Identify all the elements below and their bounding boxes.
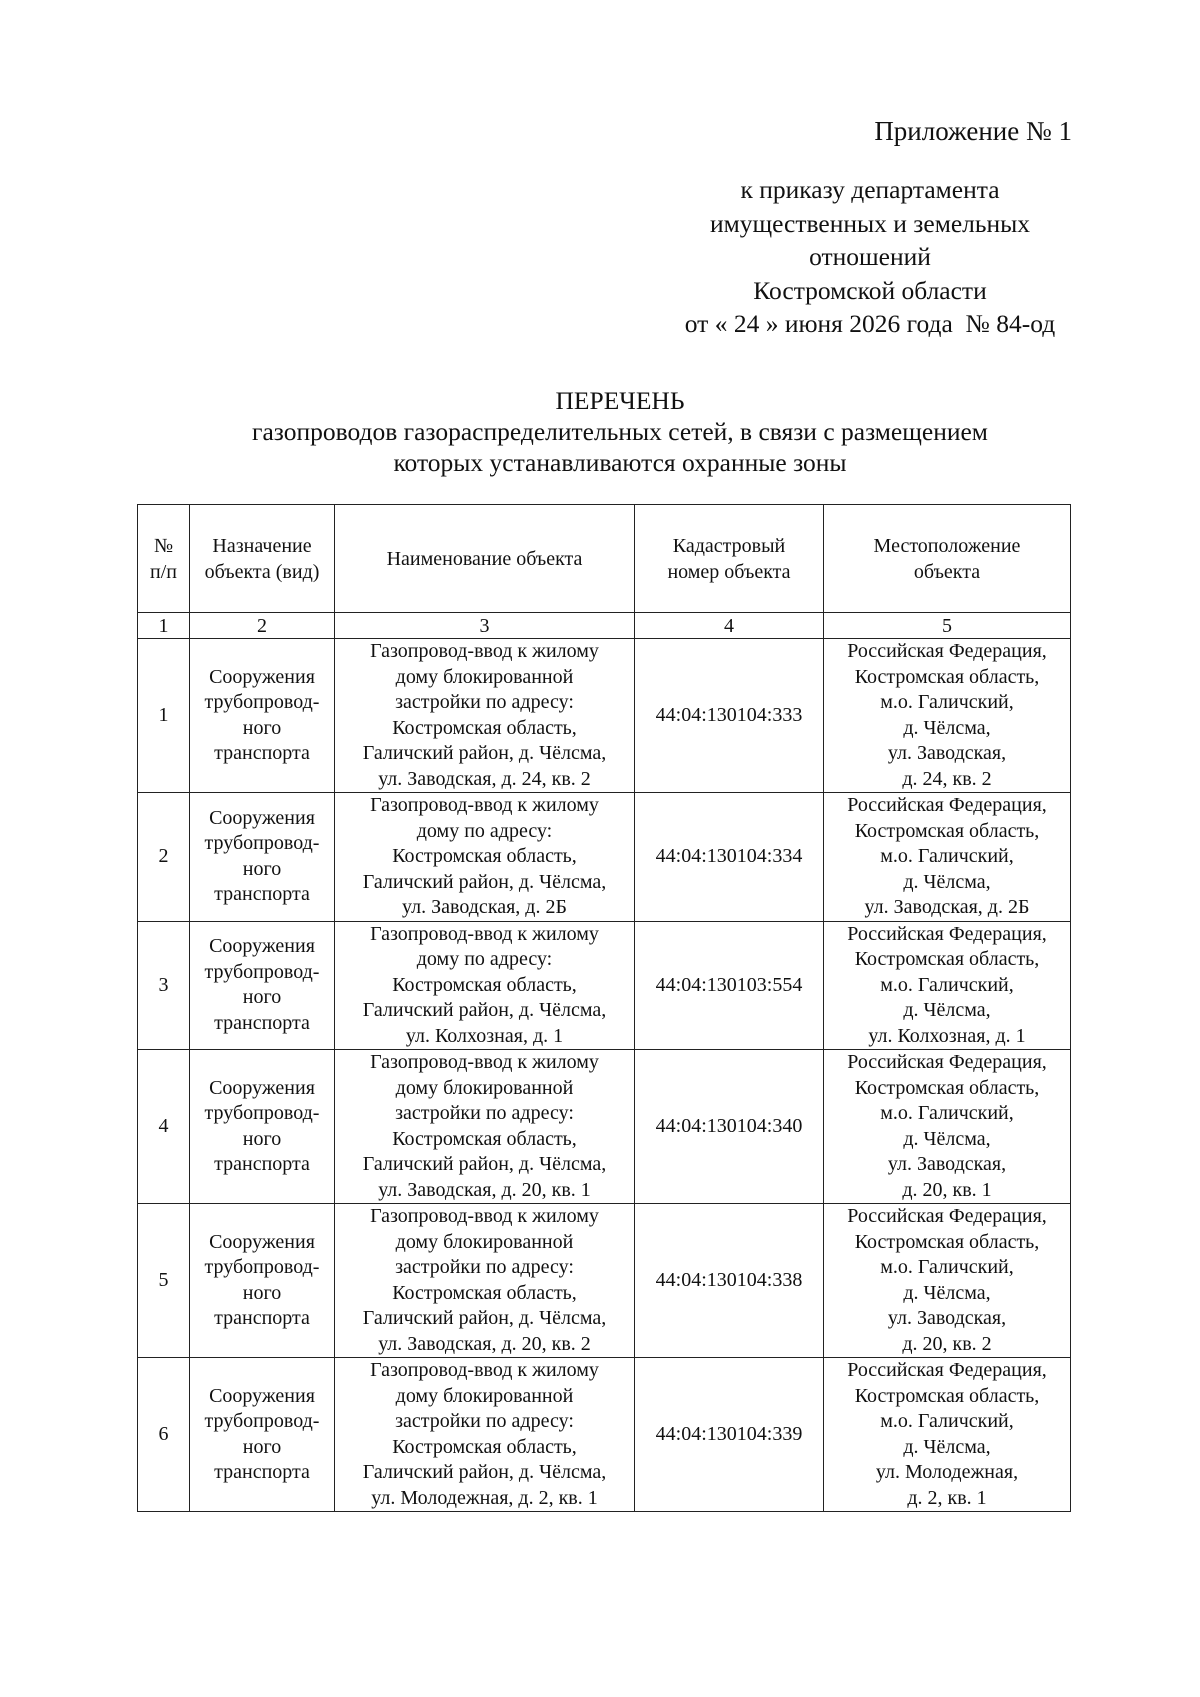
location-line: Костромская область, — [854, 665, 1040, 688]
object-name-line: ул. Заводская, д. 20, кв. 1 — [378, 1178, 591, 1201]
location-line: Костромская область, — [854, 1230, 1040, 1253]
column-numbers-row — [138, 613, 1071, 639]
object-name-cell — [335, 793, 635, 922]
object-name-line: ул. Заводская, д. 20, кв. 2 — [378, 1332, 591, 1355]
location-line: ул. Колхозная, д. 1 — [868, 1024, 1026, 1047]
location-cell — [824, 1050, 1071, 1204]
object-name-line: Газопровод-ввод к жилому — [370, 794, 599, 816]
object-name-line: дому блокированной — [395, 1230, 574, 1253]
order-reference-line: от « 24 » июня 2026 года № 84-од — [684, 309, 1056, 338]
cadastral-number-cell: 44:04:130104:334 — [635, 793, 824, 922]
object-type-line: ного — [242, 857, 282, 880]
document-title: ПЕРЕЧЕНЬ — [555, 386, 685, 415]
object-name-cell — [335, 921, 635, 1050]
order-reference-line: отношений — [809, 242, 931, 271]
object-name-line: Костромская область, — [392, 973, 577, 996]
location-line: м.о. Галичский, — [880, 691, 1014, 713]
location-line: д. 20, кв. 2 — [902, 1332, 992, 1355]
object-name-line: застройки по адресу: — [395, 1102, 574, 1124]
order-reference — [620, 173, 1120, 341]
location-line: Российская Федерация, — [847, 1359, 1047, 1381]
column-header — [635, 505, 824, 613]
object-name-line: Галичский район, д. Чёлсма, — [362, 742, 607, 764]
object-type-line: транспорта — [214, 1153, 310, 1175]
object-type-line: Сооружения — [209, 1384, 315, 1407]
location-line: д. 24, кв. 2 — [902, 767, 992, 790]
location-line: м.о. Галичский, — [880, 1256, 1014, 1278]
object-type-line: транспорта — [214, 1461, 310, 1483]
column-header-line: Кадастровый — [672, 534, 786, 557]
document-heading — [180, 385, 1060, 478]
column-header — [824, 505, 1071, 613]
location-line: ул. Молодежная, — [875, 1461, 1019, 1483]
object-type-cell — [190, 921, 335, 1050]
location-line: д. Чёлсма, — [903, 1127, 991, 1150]
location-line: Костромская область, — [854, 819, 1040, 842]
location-line: д. Чёлсма, — [903, 1281, 991, 1304]
object-name-line: застройки по адресу: — [395, 1410, 574, 1432]
object-type-line: Сооружения — [209, 665, 315, 688]
location-line: ул. Заводская, — [887, 742, 1007, 764]
object-name-line: Костромская область, — [392, 716, 577, 739]
object-type-line: ного — [242, 1127, 282, 1150]
location-line: Костромская область, — [854, 1384, 1040, 1407]
object-name-line: Галичский район, д. Чёлсма, — [362, 870, 607, 893]
object-type-cell — [190, 639, 335, 793]
object-type-line: трубопровод- — [204, 691, 320, 713]
column-header-line: п/п — [150, 560, 177, 583]
column-header-line: Наименование объекта — [386, 547, 583, 570]
location-line: д. 2, кв. 1 — [907, 1486, 987, 1509]
document-subtitle-line: которых устанавливаются охранные зоны — [393, 448, 847, 477]
object-name-cell — [335, 1358, 635, 1512]
location-cell — [824, 921, 1071, 1050]
row-number-cell: 3 — [138, 921, 190, 1050]
location-line: д. Чёлсма, — [903, 870, 991, 893]
column-header-line: Назначение — [212, 534, 312, 557]
object-type-cell — [190, 1358, 335, 1512]
pipeline-register-table — [137, 504, 1071, 1512]
location-line: Костромская область, — [854, 948, 1040, 970]
object-type-line: ного — [242, 716, 282, 739]
column-number: 2 — [190, 613, 335, 639]
location-line: м.о. Галичский, — [880, 1102, 1014, 1124]
location-line: д. Чёлсма, — [903, 716, 991, 739]
object-type-line: транспорта — [214, 742, 310, 764]
object-name-line: Галичский район, д. Чёлсма, — [362, 1461, 607, 1483]
object-type-line: Сооружения — [209, 935, 315, 958]
object-type-line: ного — [242, 986, 282, 1009]
cadastral-number-cell: 44:04:130103:554 — [635, 921, 824, 1050]
object-name-line: ул. Заводская, д. 2Б — [402, 896, 567, 918]
object-name-cell — [335, 639, 635, 793]
location-line: ул. Заводская, д. 2Б — [864, 896, 1030, 918]
location-cell — [824, 1358, 1071, 1512]
object-type-cell — [190, 1204, 335, 1358]
location-line: м.о. Галичский, — [880, 1410, 1014, 1432]
object-type-line: трубопровод- — [204, 1256, 320, 1278]
column-number: 4 — [635, 613, 824, 639]
object-name-line: Газопровод-ввод к жилому — [370, 1051, 599, 1073]
object-type-line: ного — [242, 1281, 282, 1304]
table-row — [138, 921, 1071, 1050]
object-type-line: транспорта — [214, 1307, 310, 1329]
location-line: Российская Федерация, — [847, 922, 1047, 945]
column-number: 5 — [824, 613, 1071, 639]
object-name-line: Газопровод-ввод к жилому — [370, 1359, 599, 1381]
location-line: д. 20, кв. 1 — [902, 1178, 992, 1201]
object-type-line: трубопровод- — [204, 1102, 320, 1124]
object-name-line: дому блокированной — [395, 1384, 574, 1407]
location-cell — [824, 639, 1071, 793]
object-name-cell — [335, 1050, 635, 1204]
row-number-cell: 6 — [138, 1358, 190, 1512]
object-name-line: Галичский район, д. Чёлсма, — [362, 1153, 607, 1175]
column-number: 1 — [138, 613, 190, 639]
cadastral-number-cell: 44:04:130104:338 — [635, 1204, 824, 1358]
object-type-line: ного — [242, 1435, 282, 1458]
object-name-line: Костромская область, — [392, 845, 577, 867]
object-name-cell — [335, 1204, 635, 1358]
location-line: д. Чёлсма, — [903, 999, 991, 1021]
location-line: д. Чёлсма, — [903, 1435, 991, 1458]
object-name-line: Костромская область, — [392, 1127, 577, 1150]
object-name-line: Газопровод-ввод к жилому — [370, 640, 599, 662]
table-body — [138, 639, 1071, 1512]
column-number: 3 — [335, 613, 635, 639]
order-reference-line: имущественных и земельных — [709, 208, 1031, 238]
object-name-line: дому блокированной — [395, 665, 574, 688]
location-cell — [824, 793, 1071, 922]
column-header — [190, 505, 335, 613]
appendix-title: Приложение № 1 — [874, 116, 1072, 146]
object-name-line: Галичский район, д. Чёлсма, — [362, 1307, 607, 1329]
location-line: м.о. Галичский, — [880, 973, 1014, 996]
table-header-row — [138, 505, 1071, 613]
row-number-cell: 4 — [138, 1050, 190, 1204]
column-header — [138, 505, 190, 613]
object-name-line: Костромская область, — [392, 1435, 577, 1458]
object-type-line: Сооружения — [209, 1230, 315, 1253]
cadastral-number-cell: 44:04:130104:339 — [635, 1358, 824, 1512]
object-name-line: дому по адресу: — [416, 819, 553, 842]
object-name-line: застройки по адресу: — [395, 1256, 574, 1278]
object-name-line: ул. Колхозная, д. 1 — [405, 1024, 564, 1047]
table-row — [138, 639, 1071, 793]
row-number-cell: 5 — [138, 1204, 190, 1358]
location-line: м.о. Галичский, — [880, 845, 1014, 867]
location-line: Российская Федерация, — [847, 640, 1047, 662]
row-number-cell: 1 — [138, 639, 190, 793]
object-name-line: Газопровод-ввод к жилому — [370, 1205, 599, 1227]
object-type-cell — [190, 1050, 335, 1204]
location-line: Российская Федерация, — [847, 1205, 1047, 1227]
object-name-line: ул. Молодежная, д. 2, кв. 1 — [371, 1486, 598, 1509]
order-reference-line: Костромской области — [753, 275, 987, 305]
column-header-line: Местоположение — [873, 534, 1021, 557]
object-name-line: дому по адресу: — [416, 948, 553, 970]
location-line: Костромская область, — [854, 1076, 1040, 1099]
object-type-line: Сооружения — [209, 806, 315, 829]
object-type-line: транспорта — [214, 883, 310, 906]
object-name-line: Галичский район, д. Чёлсма, — [362, 999, 607, 1021]
column-header-line: объекта (вид) — [204, 560, 320, 583]
cadastral-number-cell: 44:04:130104:333 — [635, 639, 824, 793]
object-type-cell — [190, 793, 335, 922]
column-header-line: объекта — [913, 560, 981, 583]
location-line: Российская Федерация, — [847, 1051, 1047, 1073]
object-name-line: Газопровод-ввод к жилому — [370, 922, 599, 945]
location-line: Российская Федерация, — [847, 794, 1047, 816]
row-number-cell: 2 — [138, 793, 190, 922]
order-reference-line: к приказу департамента — [740, 175, 1000, 204]
object-name-line: ул. Заводская, д. 24, кв. 2 — [378, 767, 591, 790]
column-header-line: № — [153, 534, 174, 557]
object-type-line: трубопровод- — [204, 960, 320, 983]
object-type-line: Сооружения — [209, 1076, 315, 1099]
location-line: ул. Заводская, — [887, 1153, 1007, 1175]
object-name-line: дому блокированной — [395, 1076, 574, 1099]
cadastral-number-cell: 44:04:130104:340 — [635, 1050, 824, 1204]
column-header — [335, 505, 635, 613]
location-cell — [824, 1204, 1071, 1358]
object-name-line: Костромская область, — [392, 1281, 577, 1304]
location-line: ул. Заводская, — [887, 1307, 1007, 1329]
table-row — [138, 1050, 1071, 1204]
column-header-line: номер объекта — [667, 560, 791, 583]
document-subtitle-line: газопроводов газораспределительных сетей, в связи с размещением — [252, 417, 988, 446]
object-type-line: трубопровод- — [204, 1410, 320, 1432]
table-row — [138, 1358, 1071, 1512]
object-type-line: трубопровод- — [204, 832, 320, 855]
object-type-line: транспорта — [214, 1011, 310, 1034]
table-row — [138, 1204, 1071, 1358]
table-row — [138, 793, 1071, 922]
object-name-line: застройки по адресу: — [395, 691, 574, 713]
